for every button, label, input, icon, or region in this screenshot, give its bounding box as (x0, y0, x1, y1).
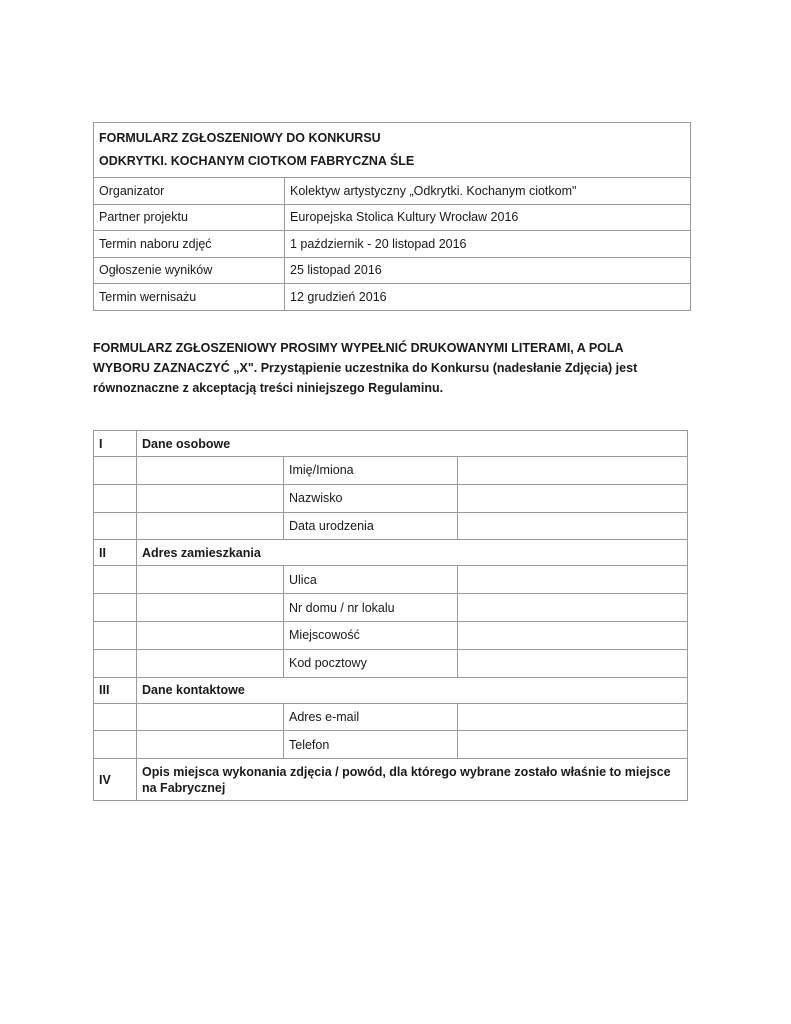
field-label: Adres e-mail (284, 703, 458, 731)
section-number: I (94, 431, 137, 457)
empty-cell (137, 621, 284, 649)
empty-cell (137, 484, 284, 512)
info-value: 12 grudzień 2016 (285, 284, 691, 311)
field-row-house-number (94, 594, 688, 622)
section-number: IV (94, 759, 137, 801)
empty-cell (137, 703, 284, 731)
field-label: Nr domu / nr lokalu (284, 594, 458, 622)
field-row-birth-date (94, 512, 688, 540)
field-row-postal-code (94, 649, 688, 677)
section-title: Dane kontaktowe (137, 677, 688, 703)
empty-cell (94, 457, 137, 485)
empty-cell (137, 566, 284, 594)
empty-cell (137, 594, 284, 622)
empty-cell (94, 649, 137, 677)
info-label: Organizator (94, 178, 285, 205)
field-label: Data urodzenia (284, 512, 458, 540)
info-value: 25 listopad 2016 (285, 257, 691, 284)
contest-info-table (93, 122, 691, 311)
phone-input-cell[interactable] (458, 731, 688, 759)
section-personal-data (94, 431, 688, 457)
empty-cell (137, 649, 284, 677)
field-row-phone (94, 731, 688, 759)
info-value: Kolektyw artystyczny „Odkrytki. Kochanym ciotkom" (285, 178, 691, 205)
info-row-vernissage (94, 284, 691, 311)
field-label: Ulica (284, 566, 458, 594)
birth-date-input-cell[interactable] (458, 512, 688, 540)
field-row-city (94, 621, 688, 649)
field-label: Imię/Imiona (284, 457, 458, 485)
info-label: Termin naboru zdjęć (94, 231, 285, 258)
field-row-first-name (94, 457, 688, 485)
field-label: Miejscowość (284, 621, 458, 649)
info-label: Termin wernisażu (94, 284, 285, 311)
empty-cell (94, 594, 137, 622)
field-label: Kod pocztowy (284, 649, 458, 677)
instruction-paragraph: FORMULARZ ZGŁOSZENIOWY PROSIMY WYPEŁNIĆ DRUKOWANYMI LITERAMI, A POLA WYBORU ZAZNACZYĆ „X". Przystąpienie uczestnika do Konkursu (nadesłanie Zdjęcia) jest równoznaczne z akceptacją treści niniejszego Regulaminu. (93, 341, 638, 395)
email-input-cell[interactable] (458, 703, 688, 731)
empty-cell (94, 566, 137, 594)
info-row-results (94, 257, 691, 284)
field-row-email (94, 703, 688, 731)
section-title: Opis miejsca wykonania zdjęcia / powód, dla którego wybrane zostało właśnie to miejsce na Fabrycznej (137, 759, 688, 801)
form-title (94, 123, 691, 178)
section-title: Dane osobowe (137, 431, 688, 457)
last-name-input-cell[interactable] (458, 484, 688, 512)
empty-cell (94, 512, 137, 540)
info-label: Ogłoszenie wyników (94, 257, 285, 284)
field-label: Nazwisko (284, 484, 458, 512)
empty-cell (137, 731, 284, 759)
empty-cell (137, 457, 284, 485)
field-row-last-name (94, 484, 688, 512)
empty-cell (94, 621, 137, 649)
empty-cell (94, 703, 137, 731)
info-label: Partner projektu (94, 204, 285, 231)
field-label: Telefon (284, 731, 458, 759)
section-number: II (94, 540, 137, 566)
form-title-line-1: FORMULARZ ZGŁOSZENIOWY DO KONKURSU (99, 131, 381, 145)
city-input-cell[interactable] (458, 621, 688, 649)
info-row-submission-period (94, 231, 691, 258)
postal-code-input-cell[interactable] (458, 649, 688, 677)
application-form-table (93, 430, 688, 801)
section-address (94, 540, 688, 566)
section-number: III (94, 677, 137, 703)
section-contact (94, 677, 688, 703)
empty-cell (137, 512, 284, 540)
house-number-input-cell[interactable] (458, 594, 688, 622)
section-title: Adres zamieszkania (137, 540, 688, 566)
empty-cell (94, 484, 137, 512)
info-row-organizer (94, 178, 691, 205)
info-row-partner (94, 204, 691, 231)
section-location-description (94, 759, 688, 801)
empty-cell (94, 731, 137, 759)
info-value: 1 październik - 20 listopad 2016 (285, 231, 691, 258)
first-name-input-cell[interactable] (458, 457, 688, 485)
info-value: Europejska Stolica Kultury Wrocław 2016 (285, 204, 691, 231)
field-row-street (94, 566, 688, 594)
form-title-line-2: ODKRYTKI. KOCHANYM CIOTKOM FABRYCZNA ŚLE (99, 154, 415, 168)
street-input-cell[interactable] (458, 566, 688, 594)
